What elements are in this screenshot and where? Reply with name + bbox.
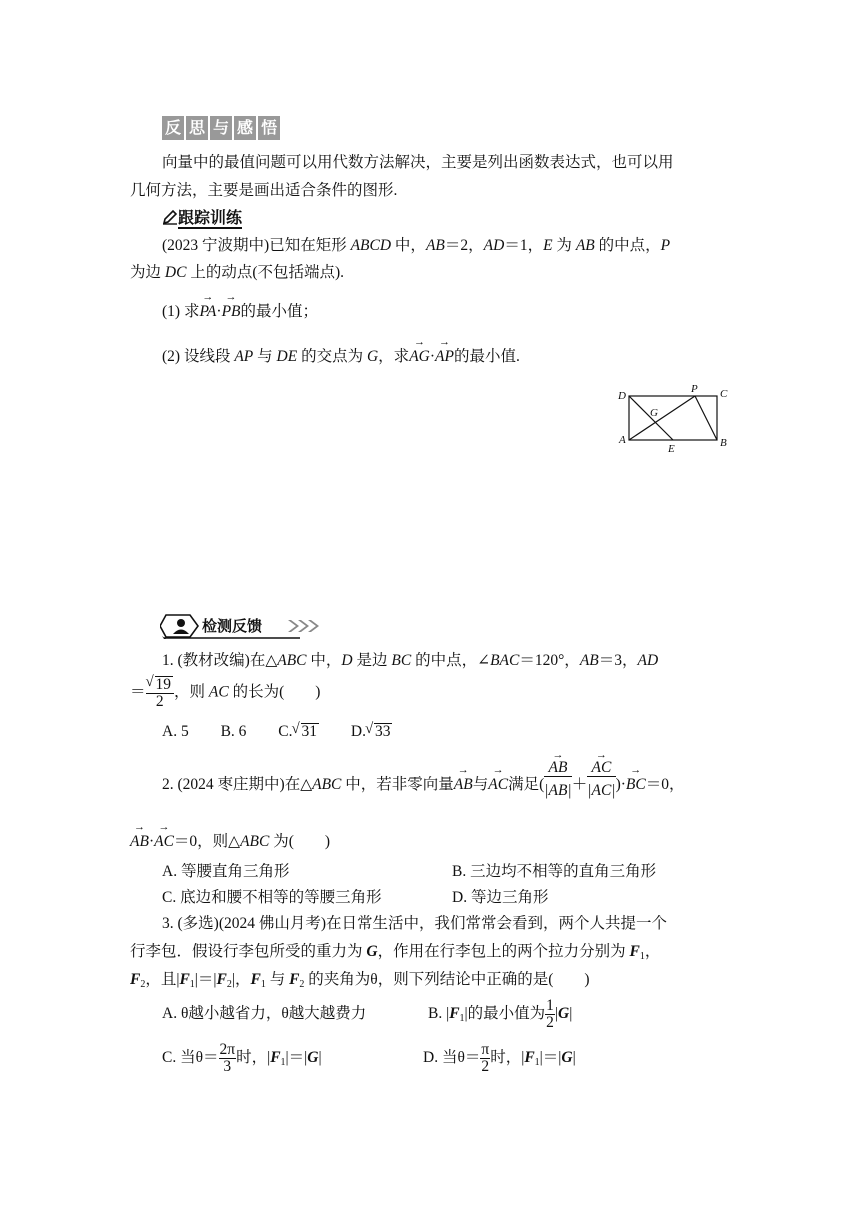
fraction: [219, 1042, 237, 1075]
problem-3-line-1: 3. (多选)(2024 佛山月考)在日常生活中，我们常常会看到，两个人共提一个: [162, 915, 668, 932]
label-p: P: [691, 383, 698, 395]
problem-2-option-d: D. 等边三角形: [452, 889, 549, 906]
text: B. |: [428, 1005, 450, 1023]
reflection-line-1: 向量中的最值问题可以用代数方法解决，主要是列出函数表达式，也可以用: [162, 154, 674, 171]
sqrt-value: √ 19: [155, 676, 174, 693]
text: DE: [276, 348, 298, 365]
follow-heading-label: 跟踪训练: [178, 208, 243, 227]
text: (1) 求: [162, 303, 200, 320]
denominator: 2: [546, 1014, 554, 1031]
text: ABC: [240, 833, 270, 850]
text: 为边: [130, 264, 165, 281]
problem-3-option-c: [162, 1042, 322, 1075]
text: AB: [579, 652, 599, 669]
text: 的交点为: [297, 348, 367, 365]
problem-2-line-1: [162, 759, 685, 799]
subscript: 2: [299, 979, 305, 990]
label-d: D: [618, 390, 626, 402]
text: DC: [164, 264, 187, 281]
text: ＝2，: [444, 237, 484, 254]
text: 为: [552, 237, 576, 254]
text: G: [366, 348, 379, 365]
denominator: 2: [155, 693, 164, 710]
text: G: [558, 1005, 570, 1023]
text: 中，: [391, 237, 426, 254]
problem-2-option-c: C. 底边和腰不相等的等腰三角形: [162, 889, 382, 906]
text: AD: [483, 237, 505, 254]
text: D. 当θ＝: [423, 1049, 481, 1067]
problem-3-option-b: [428, 998, 572, 1031]
text: |＝|: [194, 971, 217, 988]
problem-2-line-2: [130, 832, 330, 852]
problem-3-line-3: [130, 970, 590, 995]
problem-2-option-b: B. 三边均不相等的直角三角形: [452, 863, 657, 880]
option-d-value: √ 33: [374, 723, 393, 740]
label-c: C: [720, 388, 728, 400]
text: 时，|: [490, 1049, 525, 1067]
text: F: [179, 971, 190, 988]
text: 的长为( ): [228, 683, 321, 701]
text: ，则: [174, 683, 209, 701]
follow-question-1: [162, 302, 318, 322]
subscript: 1: [534, 1057, 540, 1069]
segment-ap: [629, 396, 695, 440]
vector: → AC: [154, 832, 174, 852]
text: AC: [208, 683, 229, 701]
vector: → PB: [222, 302, 241, 322]
text: AB: [425, 237, 445, 254]
text: ＝120°，: [519, 652, 580, 669]
text: ·: [429, 348, 436, 365]
text: 与: [253, 348, 277, 365]
follow-intro-line-1: [162, 236, 670, 256]
reflection-heading-char: 思: [186, 116, 208, 140]
test-heading-label: 检测反馈: [202, 617, 263, 635]
vector: → AG: [409, 347, 430, 367]
text: (2) 设线段: [162, 348, 235, 365]
text: ＝3，: [598, 652, 638, 669]
numerator: 2π: [219, 1041, 236, 1058]
text: G: [366, 943, 378, 960]
text: ABC: [277, 652, 307, 669]
subscript: 1: [189, 979, 195, 990]
reflection-heading-char: 悟: [258, 116, 280, 140]
vector: → AC: [488, 775, 508, 795]
problem-3-line-2: [130, 942, 660, 967]
reflection-heading: [162, 116, 282, 140]
test-heading: [160, 612, 322, 640]
text: |: [318, 1049, 322, 1067]
vector: → AP: [435, 347, 454, 367]
denominator: 3: [223, 1058, 232, 1075]
text: D: [341, 652, 353, 669]
vector: → BC: [626, 775, 646, 795]
fraction: [545, 998, 555, 1031]
reflection-line-2: 几何方法，主要是画出适合条件的图形.: [130, 182, 398, 199]
option-b: B. 6: [220, 723, 247, 740]
option-d-label: D.: [350, 723, 366, 740]
problem-1-line-2: [130, 676, 320, 710]
problem-1-line-1: [162, 651, 658, 671]
pencil-icon: [162, 209, 178, 225]
text: ·: [216, 303, 222, 320]
denominator: 2: [481, 1058, 490, 1075]
vector: → AB: [130, 832, 149, 852]
fraction: [544, 760, 571, 799]
text: 中，若非零向量: [341, 776, 454, 794]
option-c-label: C.: [278, 723, 293, 740]
text: (2023 宁波期中)已知在矩形: [162, 237, 351, 254]
text: ＋: [571, 776, 588, 794]
text: 的最小值.: [453, 348, 520, 365]
option-c-value: √ 31: [301, 723, 320, 740]
subscript: 1: [280, 1057, 286, 1069]
text: AP: [234, 348, 254, 365]
text: 1. (教材改编)在△: [162, 652, 278, 669]
text: |＝|: [285, 1049, 308, 1067]
text: 与: [472, 776, 489, 794]
reflection-heading-char: 反: [162, 116, 184, 140]
vector: → AB: [549, 760, 568, 776]
text: 中，: [306, 652, 342, 669]
fraction: [480, 1042, 490, 1075]
label-e: E: [668, 443, 675, 455]
text: F: [629, 943, 640, 960]
text: ＝0，: [645, 776, 685, 794]
text: ＝: [130, 683, 146, 701]
text: 的最小值；: [240, 303, 319, 320]
text: 的中点，∠: [411, 652, 491, 669]
follow-intro-line-2: [130, 263, 344, 283]
text: ，且|: [145, 971, 180, 988]
text: ABC: [312, 776, 342, 794]
text: AD: [637, 652, 659, 669]
follow-question-2: [162, 347, 520, 367]
problem-3-option-d: [423, 1042, 576, 1075]
reflection-heading-char: 感: [234, 116, 256, 140]
reflection-heading-char: 与: [210, 116, 232, 140]
text: F: [524, 1049, 535, 1067]
rectangle-figure: [610, 380, 740, 460]
text: G: [561, 1049, 573, 1067]
text: P: [660, 237, 671, 254]
problem-3-option-a: A. θ越小越省力，θ越大越费力: [162, 1005, 367, 1022]
text: |: [572, 1049, 576, 1067]
text: 上的动点(不包括端点).: [186, 264, 345, 281]
denominator: |AC|: [587, 782, 616, 799]
text: ·: [148, 833, 155, 850]
text: ，作用在行李包上的两个拉力分别为: [377, 943, 630, 960]
label-g: G: [650, 407, 658, 419]
text: |: [569, 1005, 573, 1023]
fraction: [587, 760, 615, 799]
text: F: [130, 971, 141, 988]
subscript: 1: [260, 979, 266, 990]
vector: → AC: [591, 760, 611, 776]
text: 是边: [352, 652, 392, 669]
segment-pb: [695, 396, 717, 440]
numerator: π: [481, 1041, 490, 1058]
text: 的中点，: [594, 237, 661, 254]
text: ，求: [378, 348, 410, 365]
text: G: [307, 1049, 319, 1067]
text: 时，|: [236, 1049, 271, 1067]
follow-heading: [162, 208, 242, 228]
subscript: 1: [639, 951, 645, 962]
text: F: [289, 971, 300, 988]
text: |，: [231, 971, 251, 988]
text: C. 当θ＝: [162, 1049, 219, 1067]
user-icon: [177, 619, 185, 627]
text: ＝1，: [504, 237, 544, 254]
option-a: A. 5: [162, 723, 189, 740]
label-b: B: [720, 437, 727, 449]
text: F: [270, 1049, 281, 1067]
text: F: [250, 971, 261, 988]
subscript: 2: [140, 979, 146, 990]
text: AB: [575, 237, 595, 254]
text: )·: [615, 776, 626, 794]
vector: → AB: [454, 775, 473, 795]
text: ＝0，则△: [173, 833, 241, 850]
numerator: 1: [546, 997, 554, 1014]
text: |的最小值为: [464, 1005, 546, 1023]
text: 与: [265, 971, 290, 988]
text: ，: [644, 943, 661, 960]
text: |＝|: [539, 1049, 562, 1067]
problem-2-option-a: A. 等腰直角三角形: [162, 863, 290, 880]
text: F: [216, 971, 227, 988]
subscript: 1: [459, 1013, 465, 1025]
text: F: [449, 1005, 460, 1023]
denominator: |AB|: [544, 782, 572, 799]
problem-1-options: [162, 722, 392, 742]
text: 为( ): [269, 833, 331, 850]
rectangle-abcd: [629, 396, 717, 440]
text: BAC: [490, 652, 520, 669]
label-a: A: [619, 434, 626, 446]
text: |: [554, 1005, 559, 1023]
text: 的夹角为θ，则下列结论中正确的是( ): [304, 971, 590, 988]
text: E: [543, 237, 553, 254]
subscript: 2: [226, 979, 232, 990]
vector: → PA: [199, 302, 216, 322]
text: BC: [391, 652, 412, 669]
text: 2. (2024 枣庄期中)在△: [162, 776, 313, 794]
fraction: [146, 676, 175, 710]
text: 满足(: [508, 776, 545, 794]
text: ABCD: [350, 237, 392, 254]
text: 行李包．假设行李包所受的重力为: [130, 943, 367, 960]
